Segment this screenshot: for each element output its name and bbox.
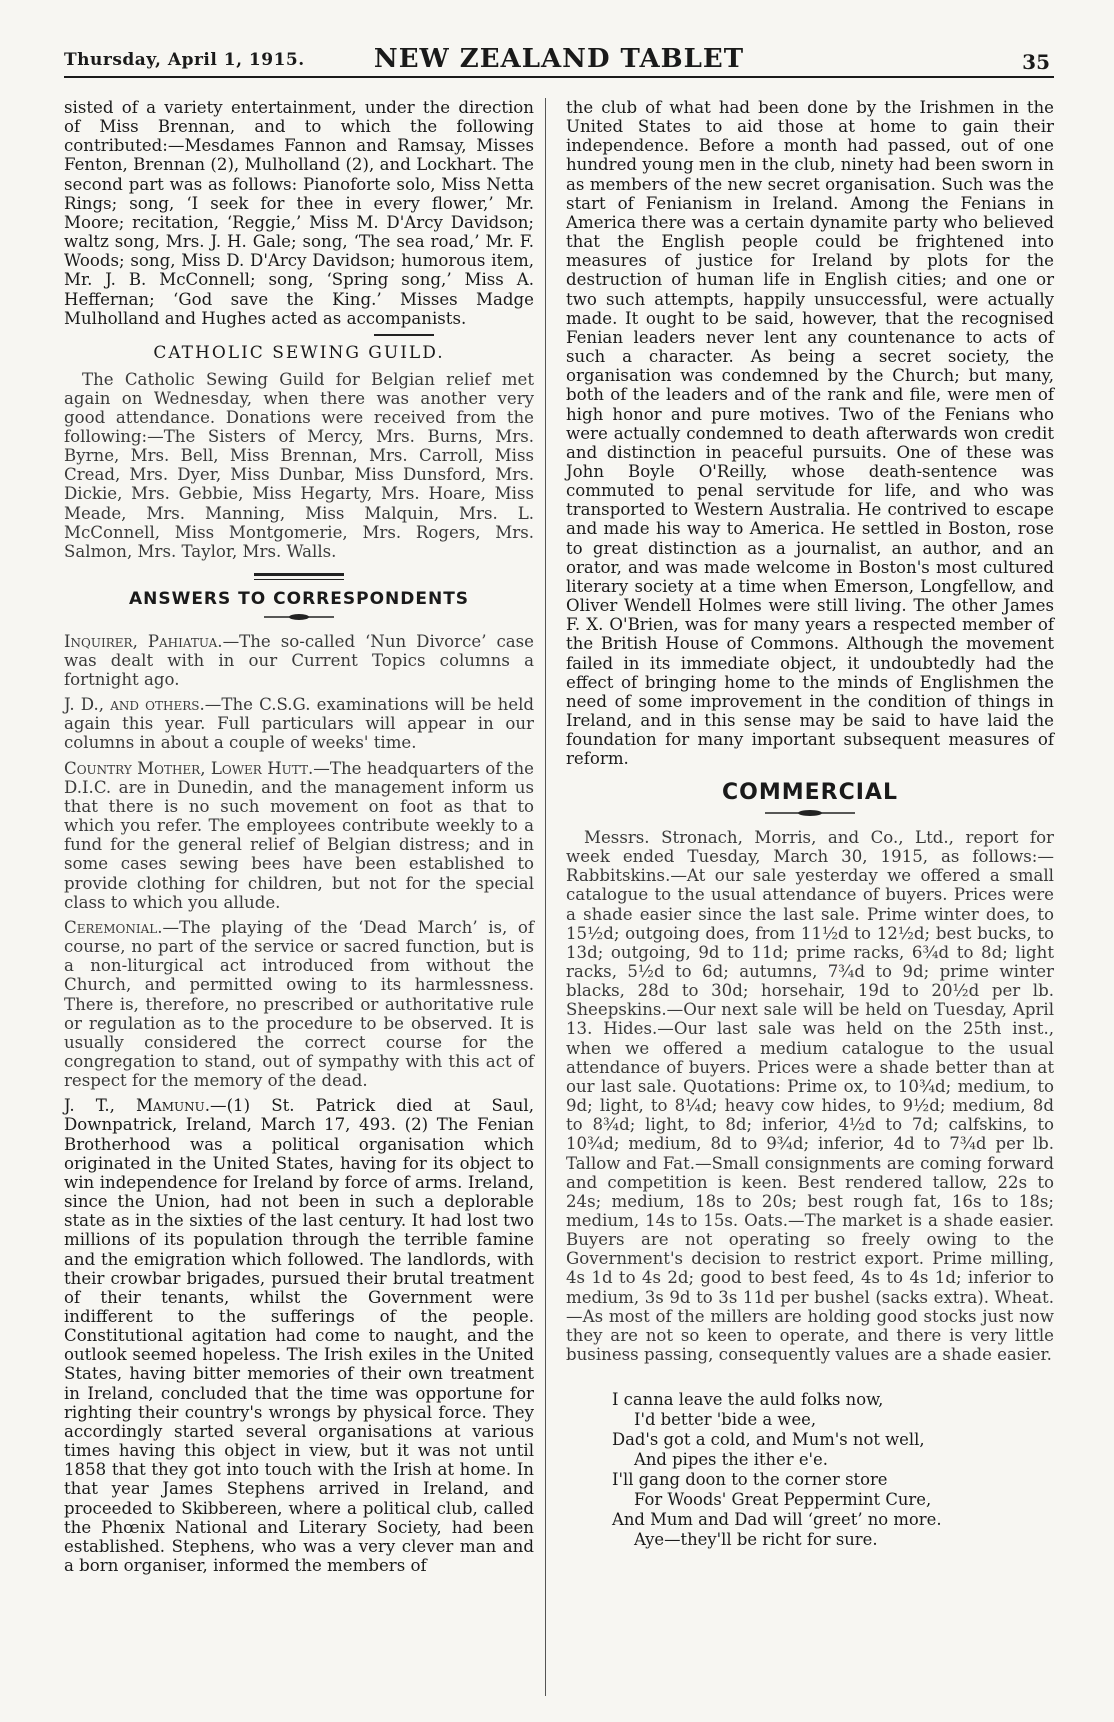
commercial-heading: COMMERCIAL (722, 780, 898, 806)
answer-entry (64, 695, 534, 752)
answers-heading: ANSWERS TO CORRESPONDENTS (128, 589, 470, 610)
poem-line: And Mum and Dad will ‘greet’ no more. (612, 1510, 942, 1530)
poem-line: Dad's got a cold, and Mum's not well, (612, 1430, 925, 1450)
answer-entry (64, 1096, 534, 1575)
poem-line: I'll gang doon to the corner store (612, 1470, 888, 1490)
poem-line: For Woods' Great Peppermint Cure, (634, 1490, 932, 1510)
answer-text: —(1) St. Patrick died at Saul, Downpatrick, Ireland, March 17, 493. (2) The Fenian Brotherhood was a political organisation which originated in the United States, having for its object to win independence for Ireland by force of arms. Ireland, since the Union, had not been in such a deplorable state as in the sixties of the last century. It had lost two millions of its population through the terrible famine and the emigration which followed. The landlords, with their crowbar brigades, pursued their brutal treatment of their tenants, whilst the Government were indifferent to the sufferings of the people. Constitutional agitation had come to naught, and the outlook seemed hopeless. The Irish exiles in the United States, having bitter memories of their own treatment in Ireland, concluded that the time was opportune for righting their country's wrongs by physical force. They accordingly started several organisations at various times having this object in view, but it was not until 1858 that they got into touch with the Irish at home. In that year James Stephens arrived in Ireland, and proceeded to Skibbereen, where a political club, called the Phœnix National and Literary Society, had been established. Stephens, who was a very clever man and a born organiser, informed the members of (64, 1096, 534, 1576)
advert-poem (612, 1390, 1054, 1550)
answer-text: —The playing of the ‘Dead March’ is, of course, no part of the service or sacred function, but is a non-liturgical act introduced from without the Church, and permitted owing to its harmlessness. There is, therefore, no prescribed or authoritative rule or regulation as to the procedure to be observed. It is usually considered the correct course for the congregation to stand, out of sympathy with this act of respect for the memory of the dead. (64, 917, 534, 1091)
section-rule (374, 334, 434, 336)
ornament-rule (264, 612, 334, 622)
poem-line: I canna leave the auld folks now, (612, 1390, 884, 1410)
correspondent-name: J. T., Mamunu. (64, 1096, 210, 1116)
commercial-report-paragraph: Messrs. Stronach, Morris, and Co., Ltd., report for week ended Tuesday, March 30, 1915, as follows:—Rabbitskins.—At our sale yesterday we offered a small catalogue to the usual attendance of buyers. Prices were a shade easier since the last sale. Prime winter does, to 15½d; outgoing does, from 11½d to 12½d; best bucks, to 13d; outgoing, 9d to 11d; prime racks, 6¾d to 8d; light racks, 5½d to 6d; autumns, 7¾d to 9d; prime winter blacks, 28d to 30d; horsehair, 19d to 20½d per lb. Sheepskins.—Our next sale will be held on Tuesday, April 13. Hides.—Our last sale was held on the 25th inst., when we offered a medium catalogue to the usual attendance of buyers. Prices were a shade better than at our last sale. Quotations: Prime ox, to 10¾d; medium, to 9d; light, to 8¼d; heavy cow hides, to 9½d; medium, 8d to 8¾d; light, to 8d; inferior, 4½d to 7d; calfskins, to 10¾d; medium, 8d to 9¾d; inferior, 4d to 7¾d per lb. Tallow and Fat.—Small consignments are coming forward and competition is keen. Best rendered tallow, 22s to 24s; medium, 18s to 20s; best rough fat, 16s to 18s; medium, 14s to 15s. Oats.—The market is a shade easier. Buyers are not operating so freely owing to the Government's decision to restrict export. Prime milling, 4s 1d to 4s 2d; good to best feed, 4s to 4s 1d; inferior to medium, 3s 9d to 3s 11d per bushel (sacks extra). Wheat.—As most of the millers are holding good stocks just now they are not so keen to operate, and there is very little business passing, consequently values are a shade easier. (566, 827, 1054, 1365)
masthead-title: NEW ZEALAND TABLET (373, 44, 745, 74)
page-header (64, 42, 1054, 78)
right-column (566, 98, 1054, 1550)
correspondent-name: J. D., and others. (64, 695, 205, 715)
answer-text: —The so-called ‘Nun Divorce’ case was dealt with in our Current Topics columns a fortnight ago. (64, 631, 534, 689)
sewing-guild-paragraph: The Catholic Sewing Guild for Belgian relief met again on Wednesday, when there was another very good attendance. Donations were received from the following:—The Sisters of Mercy, Mrs. Burns, Mrs. Byrne, Mrs. Bell, Miss Brennan, Mrs. Carroll, Miss Cread, Mrs. Dyer, Miss Dunbar, Miss Dunsford, Mrs. Dickie, Mrs. Gebbie, Miss Hegarty, Mrs. Hoare, Miss Meade, Mrs. Manning, Miss Malquin, Mrs. L. McConnell, Miss Montgomerie, Mrs. Rogers, Mrs. Salmon, Mrs. Taylor, Mrs. Walls. (64, 369, 534, 561)
issue-date: Thursday, April 1, 1915. (64, 50, 305, 70)
answer-entry (64, 632, 534, 689)
entertainment-paragraph: sisted of a variety entertainment, under the direction of Miss Brennan, and to which the following contributed:—Mesdames Fannon and Ramsay, Misses Fenton, Brennan (2), Mulholland (2), and Lockhart. The second part was as follows: Pianoforte solo, Miss Netta Rings; song, ‘I seek for thee in every flower,’ Mr. Moore; recitation, ‘Reggie,’ Miss M. D'Arcy Davidson; waltz song, Mrs. J. H. Gale; song, ‘The sea road,’ Mr. F. Woods; song, Miss D. D'Arcy Davidson; humorous item, Mr. J. B. McConnell; song, ‘Spring song,’ Miss A. Heffernan; ‘God save the King.’ Misses Madge Mulholland and Hughes acted as accompanists. (64, 98, 534, 328)
answer-text: —The headquarters of the D.I.C. are in Dunedin, and the management inform us that there is no such movement on foot as that to which you refer. The employees contribute weekly to a fund for the general relief of Belgian distress; and in some cases sewing bees have been established to provide clothing for children, but not for the special class to which you allude. (64, 758, 534, 912)
poem-line: And pipes the ither e'e. (634, 1450, 828, 1470)
poem-line: I'd better 'bide a wee, (634, 1410, 817, 1430)
fenian-continuation-paragraph: the club of what had been done by the Irishmen in the United States to aid those at home to gain their independence. Before a month had passed, out of one hundred young men in the club, ninety had been sworn in as members of the new secret organisation. Such was the start of Fenianism in Ireland. Among the Fenians in America there was a certain dynamite party who believed that the English people could be frightened into measures of justice for Ireland by plots for the destruction of human life in English cities; and one or two such attempts, happily unsuccessful, were actually made. It ought to be said, however, that the recognised Fenian leaders never lent any countenance to acts of such a character. As being a secret society, the organisation was condemned by the Church; but many, both of the leaders and of the rank and file, were men of high honor and pure motives. Two of the Fenians who were actually condemned to death afterwards won credit and distinction in peaceful pursuits. One of these was John Boyle O'Reilly, whose death-sentence was commuted to penal servitude for life, and who was transported to Western Australia. He contrived to escape and made his way to America. He settled in Boston, rose to great distinction as a journalist, an author, and an orator, and was made welcome in Boston's most cultured literary society at a time when Emerson, Longfellow, and Oliver Wendell Holmes were still living. The other James F. X. O'Brien, was for many years a respected member of the British House of Commons. Although the movement failed in its immediate object, it undoubtedly had the effect of bringing home to the minds of Englishmen the need of some improvement in the condition of things in Ireland, and in this sense may be said to have laid the foundation for many important subsequent measures of reform. (566, 98, 1054, 769)
answer-entry (64, 918, 534, 1090)
answer-text: —The C.S.G. examinations will be held again this year. Full particulars will appear in our columns in about a couple of weeks' time. (64, 695, 535, 753)
correspondent-name: Ceremonial. (64, 917, 163, 937)
column-divider (545, 98, 546, 1696)
page-number: 35 (1022, 50, 1050, 74)
sewing-guild-heading: CATHOLIC SEWING GUILD. (153, 342, 445, 363)
section-double-rule (254, 573, 344, 580)
ornament-rule (765, 808, 855, 818)
left-column (64, 98, 534, 1581)
answer-entry (64, 759, 534, 912)
poem-line: Aye—they'll be richt for sure. (634, 1530, 878, 1550)
correspondent-name: Country Mother, Lower Hutt. (64, 758, 314, 778)
correspondent-name: Inquirer, Pahiatua. (64, 631, 223, 651)
